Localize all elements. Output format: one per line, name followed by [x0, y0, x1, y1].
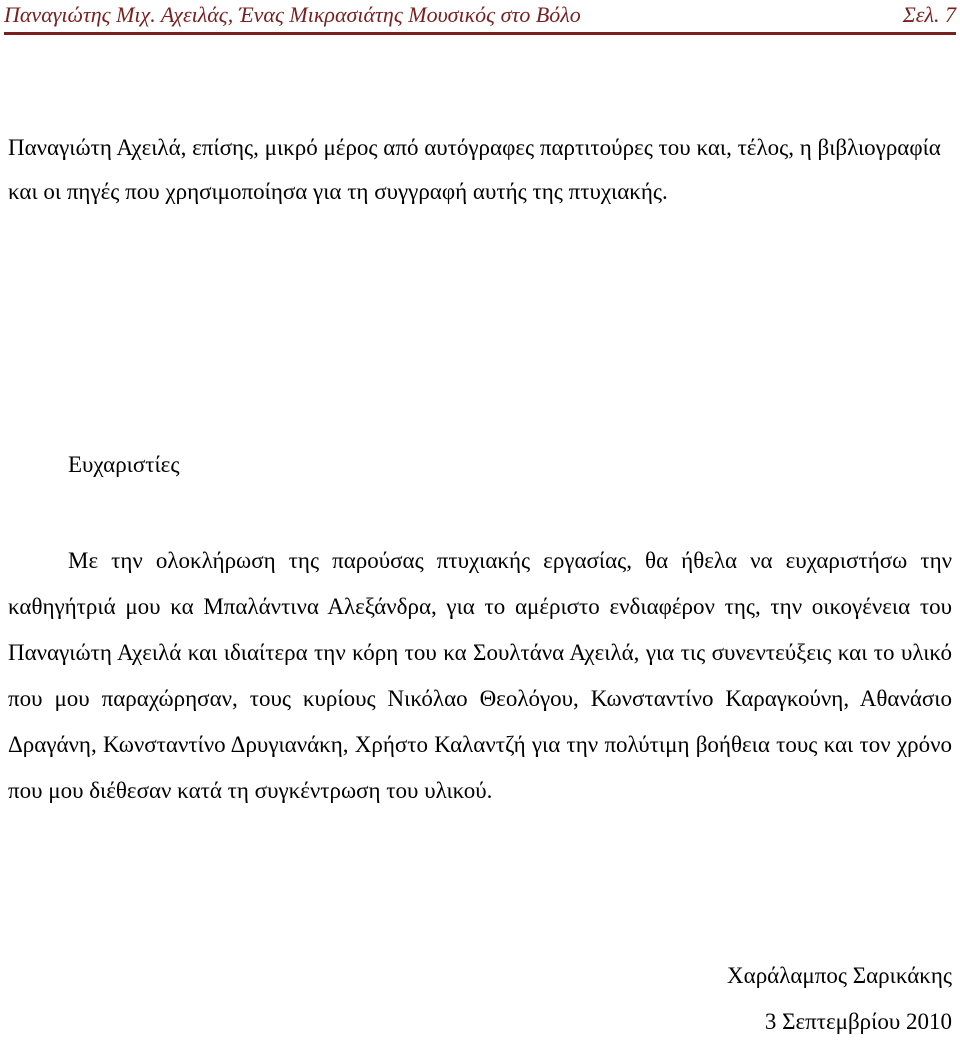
- running-header: [4, 2, 956, 35]
- header-title: Παναγιώτης Μιχ. Αχειλάς, Ένας Μικρασιάτης Μουσικός στο Βόλο: [4, 2, 581, 27]
- section-heading: Ευχαριστίες: [68, 452, 180, 477]
- signature-name: Χαράλαμπος Σαρικάκης: [727, 963, 952, 988]
- signature-block: [727, 953, 952, 1045]
- continuation-paragraph: Παναγιώτη Αχειλά, επίσης, μικρό μέρος από αυτόγραφες παρτιτούρες του και, τέλος, η βιβλιογραφία και οι πηγές που χρησιμοποίησα για τη συγγραφή αυτής της πτυχιακής.: [8, 135, 941, 204]
- acknowledgements-paragraph: Με την ολοκλήρωση της παρούσας πτυχιακής εργασίας, θα ήθελα να ευχαριστήσω την καθηγήτριά μου κα Μπαλάντινα Αλεξάνδρα, για το αμέριστο ενδιαφέρον της, την οικογένεια του Παναγιώτη Αχειλά και ιδιαίτερα την κόρη του κα Σουλτάνα Αχειλά, για τις συνεντεύξεις και το υλικό που μου παραχώρησαν, τους κυρίους Νικόλαο Θεολόγου, Κωνσταντίνο Καραγκούνη, Αθανάσιο Δραγάνη, Κωνσταντίνο Δρυγιανάκη, Χρήστο Καλαντζή για την πολύτιμη βοήθεια τους και τον χρόνο που μου διέθεσαν κατά τη συγκέντρωση του υλικού.: [8, 548, 952, 803]
- signature-date: 3 Σεπτεμβρίου 2010: [764, 1009, 952, 1034]
- page-number: Σελ. 7: [902, 2, 956, 27]
